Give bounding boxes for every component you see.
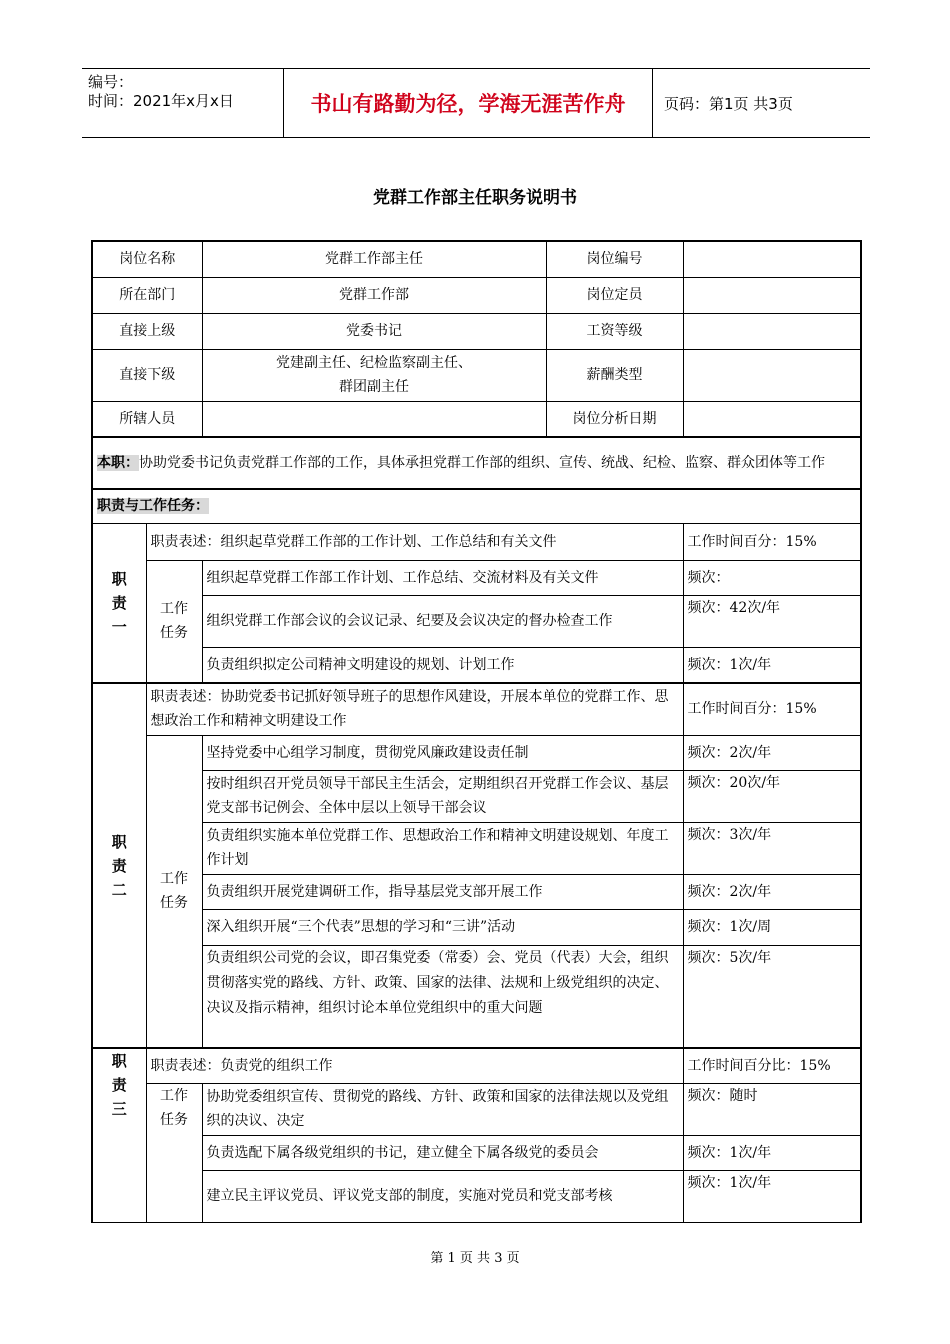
task-label-line: 任务	[160, 895, 188, 912]
task-frequency: 频次：	[683, 560, 861, 595]
task-frequency: 频次：5次/年	[683, 945, 861, 1048]
document-title: 党群工作部主任职务说明书	[373, 188, 577, 208]
document-header	[82, 68, 870, 138]
task-label-line: 工作	[160, 601, 188, 618]
task-row	[92, 647, 861, 683]
header-page-code: 页码：第1页 共3页	[664, 94, 793, 113]
task-row	[92, 1170, 861, 1222]
task-frequency: 频次：1次/年	[683, 647, 861, 683]
task-text: 组织起草党群工作部工作计划、工作总结、交流材料及有关文件	[202, 560, 683, 595]
duty-label	[92, 1048, 146, 1222]
task-text: 按时组织召开党员领导干部民主生活会，定期组织召开党群工作会议、基层党支部书记例会、全体中层以上领导干部会议	[202, 770, 683, 822]
task-frequency: 频次：1次/年	[683, 1135, 861, 1170]
duty-statement: 职责表述：组织起草党群工作部的工作计划、工作总结和有关文件	[146, 523, 683, 560]
duty-label-char: 职	[111, 832, 127, 851]
task-label-line: 工作	[160, 1087, 188, 1104]
info-value	[683, 401, 861, 437]
info-key: 岗位分析日期	[546, 401, 683, 437]
task-row	[92, 735, 861, 770]
page-footer: 第 1 页 共 3 页	[430, 1251, 520, 1266]
duty-label-char: 三	[111, 1100, 127, 1118]
header-motto: 书山有路勤为径，学海无涯苦作舟	[310, 92, 626, 116]
info-key: 直接下级	[92, 349, 202, 401]
task-text: 协助党委组织宣传、贯彻党的路线、方针、政策和国家的法律法规以及党组织的决议、决定	[202, 1083, 683, 1135]
task-text: 负责组织开展党建调研工作，指导基层党支部开展工作	[202, 874, 683, 909]
info-value	[202, 401, 546, 437]
info-value	[683, 241, 861, 277]
mission-label: 本职：	[97, 455, 139, 471]
info-key: 薪酬类型	[546, 349, 683, 401]
task-row	[92, 945, 861, 1048]
duty-time-percent: 工作时间百分：15%	[683, 683, 861, 735]
task-text: 坚持党委中心组学习制度，贯彻党风廉政建设责任制	[202, 735, 683, 770]
info-value	[202, 349, 546, 401]
info-row	[92, 277, 861, 313]
duty-label	[92, 683, 146, 1048]
task-row	[92, 560, 861, 595]
task-text: 组织党群工作部会议的会议记录、纪要及会议决定的督办检查工作	[202, 595, 683, 647]
mission-cell	[92, 437, 861, 489]
info-key: 岗位编号	[546, 241, 683, 277]
duty-time-percent: 工作时间百分：15%	[683, 523, 861, 560]
duty-label-char: 职	[111, 1052, 127, 1070]
task-label	[146, 560, 202, 683]
info-value: 党群工作部	[202, 277, 546, 313]
duty-label	[92, 523, 146, 683]
duty-time-percent: 工作时间百分比：15%	[683, 1048, 861, 1083]
task-frequency: 频次：3次/年	[683, 822, 861, 874]
info-value: 党委书记	[202, 313, 546, 349]
task-label	[146, 735, 202, 1048]
info-row	[92, 241, 861, 277]
duty-label-char: 二	[111, 880, 127, 899]
task-label	[146, 1083, 202, 1222]
task-text: 负责组织拟定公司精神文明建设的规划、计划工作	[202, 647, 683, 683]
mission-text: 协助党委书记负责党群工作部的工作，具体承担党群工作部的组织、宣传、统战、纪检、监察、群众团体等工作	[139, 455, 825, 471]
subordinate-line: 党建副主任、纪检监察副主任、	[276, 355, 472, 371]
duties-heading-cell	[92, 489, 861, 523]
info-key: 直接上级	[92, 313, 202, 349]
document-date: 时间：2021年x月x日	[88, 92, 234, 110]
duty-statement-row	[92, 523, 861, 560]
task-row	[92, 1135, 861, 1170]
task-row	[92, 595, 861, 647]
info-row	[92, 313, 861, 349]
info-key: 工资等级	[546, 313, 683, 349]
info-key: 岗位定员	[546, 277, 683, 313]
info-value	[683, 277, 861, 313]
task-row	[92, 909, 861, 945]
task-row	[92, 770, 861, 822]
header-meta	[82, 69, 282, 137]
task-text: 建立民主评议党员、评议党支部的制度，实施对党员和党支部考核	[202, 1170, 683, 1222]
task-row	[92, 822, 861, 874]
task-text: 负责组织实施本单位党群工作、思想政治工作和精神文明建设规划、年度工作计划	[202, 822, 683, 874]
info-key: 岗位名称	[92, 241, 202, 277]
task-row	[92, 1083, 861, 1135]
duty-label-char: 责	[111, 1076, 127, 1094]
info-row	[92, 349, 861, 401]
subordinate-line: 群团副主任	[339, 379, 409, 395]
info-value	[683, 349, 861, 401]
document-number-label: 编号：	[88, 73, 134, 91]
mission-row	[92, 437, 861, 489]
task-frequency: 频次：2次/年	[683, 874, 861, 909]
duties-heading: 职责与工作任务：	[97, 498, 209, 515]
task-text: 负责选配下属各级党组织的书记，建立健全下属各级党的委员会	[202, 1135, 683, 1170]
task-label-line: 任务	[160, 625, 188, 642]
duty-statement-row	[92, 683, 861, 735]
task-label-line: 工作	[160, 871, 188, 888]
duty-label-char: 责	[111, 856, 127, 875]
duty-label-char: 责	[111, 593, 127, 612]
info-key: 所在部门	[92, 277, 202, 313]
info-value	[683, 313, 861, 349]
header-divider	[652, 69, 653, 137]
duty-label-char: 一	[111, 617, 127, 636]
task-frequency: 频次：1次/年	[683, 1170, 861, 1222]
info-value: 党群工作部主任	[202, 241, 546, 277]
task-text: 负责组织公司党的会议，即召集党委（常委）会、党员（代表）大会，组织贯彻落实党的路线、方针、政策、国家的法律、法规和上级党组织的决定、决议及指示精神，组织讨论本单位党组织中的重大问题	[202, 945, 683, 1048]
info-row	[92, 401, 861, 437]
duty-statement: 职责表述：协助党委书记抓好领导班子的思想作风建设，开展本单位的党群工作、思想政治工作和精神文明建设工作	[146, 683, 683, 735]
duty-label-char: 职	[111, 569, 127, 588]
task-frequency: 频次：20次/年	[683, 770, 861, 822]
task-text: 深入组织开展“三个代表”思想的学习和“三讲”活动	[202, 909, 683, 945]
task-row	[92, 874, 861, 909]
task-frequency: 频次：2次/年	[683, 735, 861, 770]
duty-statement: 职责表述：负责党的组织工作	[146, 1048, 683, 1083]
task-frequency: 频次：随时	[683, 1083, 861, 1135]
task-frequency: 频次：1次/周	[683, 909, 861, 945]
task-label-line: 任务	[160, 1111, 188, 1128]
info-key: 所辖人员	[92, 401, 202, 437]
task-frequency: 频次：42次/年	[683, 595, 861, 647]
duty-statement-row	[92, 1048, 861, 1083]
job-description-table	[91, 240, 862, 1223]
duties-heading-row	[92, 489, 861, 523]
